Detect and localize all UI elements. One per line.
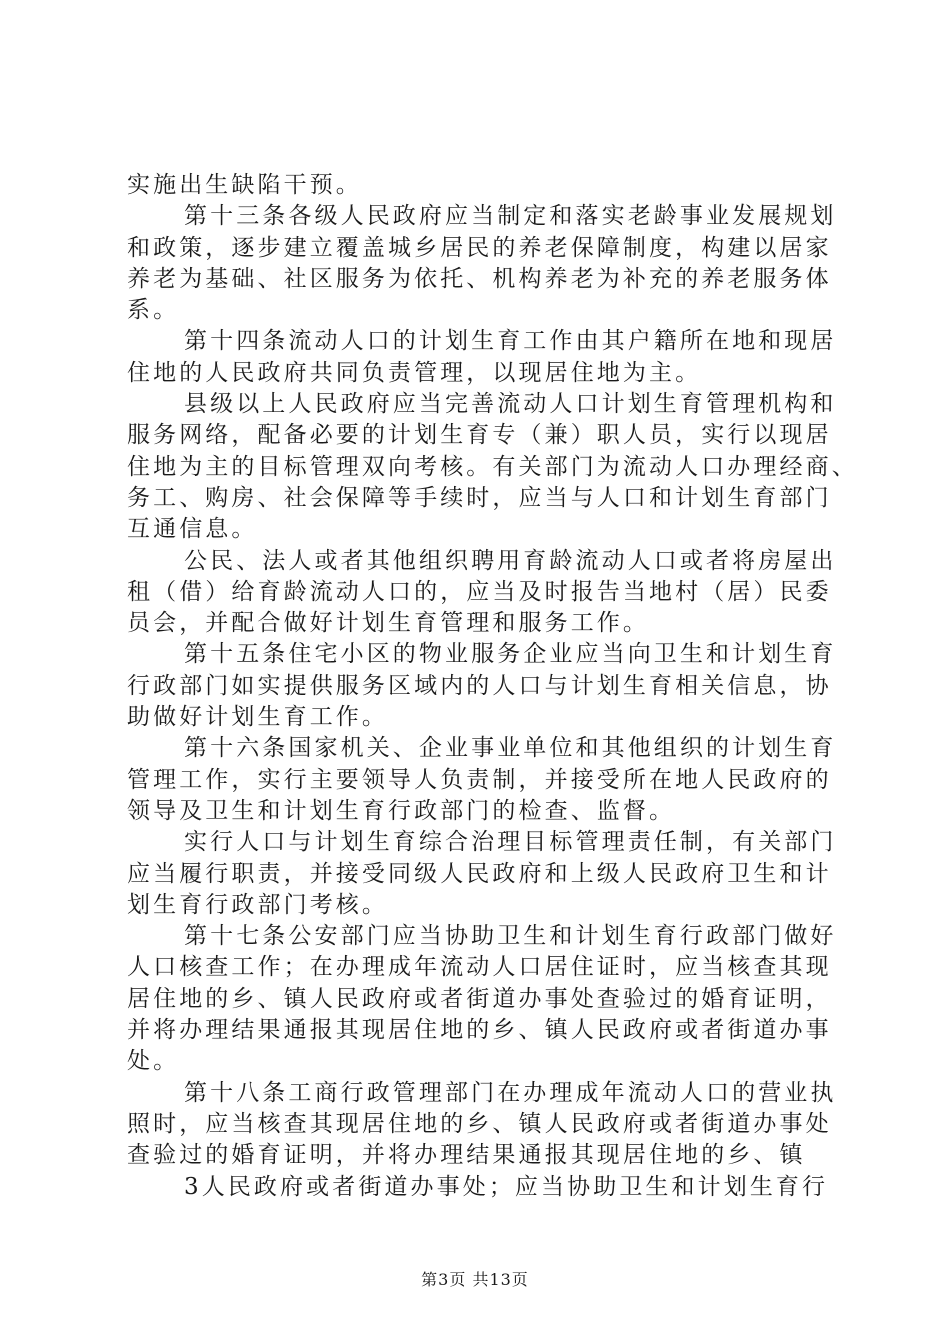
text-line: 领导及卫生和计划生育行政部门的检查、监督。 [127, 797, 676, 824]
page-footer: 第3页 共13页 [421, 1270, 529, 1289]
text-line: 住地的人民政府共同负责管理，以现居住地为主。 [127, 359, 702, 386]
text-line: 住地为主的目标管理双向考核。有关部门为流动人口办理经商、 [127, 453, 858, 480]
text-line: 系。 [127, 297, 180, 324]
text-line: 划生育行政部门考核。 [127, 891, 388, 918]
text-line: 公民、法人或者其他组织聘用育龄流动人口或者将房屋出 [184, 547, 837, 574]
text-line: 3人民政府或者街道办事处；应当协助卫生和计划生育行 [184, 1173, 829, 1200]
text-line: 查验过的婚育证明，并将办理结果通报其现居住地的乡、镇 [127, 1142, 806, 1169]
text-line: 服务网络，配备必要的计划生育专（兼）职人员，实行以现居 [127, 422, 832, 449]
text-line: 员会，并配合做好计划生育管理和服务工作。 [127, 610, 649, 637]
text-line: 互通信息。 [127, 516, 258, 543]
text-line: 县级以上人民政府应当完善流动人口计划生育管理机构和 [184, 391, 837, 418]
text-line: 第十三条各级人民政府应当制定和落实老龄事业发展规划 [184, 203, 837, 230]
text-line: 第十五条住宅小区的物业服务企业应当向卫生和计划生育 [184, 641, 837, 668]
text-line: 行政部门如实提供服务区域内的人口与计划生育相关信息，协 [127, 672, 832, 699]
text-line: 应当履行职责，并接受同级人民政府和上级人民政府卫生和计 [127, 860, 832, 887]
text-line: 并将办理结果通报其现居住地的乡、镇人民政府或者街道办事 [127, 1017, 832, 1044]
text-line: 管理工作，实行主要领导人负责制，并接受所在地人民政府的 [127, 766, 832, 793]
text-line: 第十七条公安部门应当协助卫生和计划生育行政部门做好 [184, 923, 837, 950]
text-line: 人口核查工作；在办理成年流动人口居住证时，应当核查其现 [127, 954, 832, 981]
text-line: 第十八条工商行政管理部门在办理成年流动人口的营业执 [184, 1079, 837, 1106]
text-line: 处。 [127, 1048, 180, 1075]
text-line: 租（借）给育龄流动人口的，应当及时报告当地村（居）民委 [127, 578, 832, 605]
text-line: 第十六条国家机关、企业事业单位和其他组织的计划生育 [184, 735, 837, 762]
text-line: 照时，应当核查其现居住地的乡、镇人民政府或者街道办事处 [127, 1110, 832, 1137]
text-line: 实行人口与计划生育综合治理目标管理责任制，有关部门 [184, 829, 837, 856]
text-line: 务工、购房、社会保障等手续时，应当与人口和计划生育部门 [127, 484, 832, 511]
text-line: 养老为基础、社区服务为依托、机构养老为补充的养老服务体 [127, 265, 832, 292]
text-line: 助做好计划生育工作。 [127, 704, 388, 731]
text-line: 和政策，逐步建立覆盖城乡居民的养老保障制度，构建以居家 [127, 234, 832, 261]
text-line: 第十四条流动人口的计划生育工作由其户籍所在地和现居 [184, 328, 837, 355]
text-line: 实施出生缺陷干预。 [127, 172, 362, 198]
text-line: 居住地的乡、镇人民政府或者街道办事处查验过的婚育证明， [127, 985, 832, 1012]
document-body [127, 170, 858, 1203]
